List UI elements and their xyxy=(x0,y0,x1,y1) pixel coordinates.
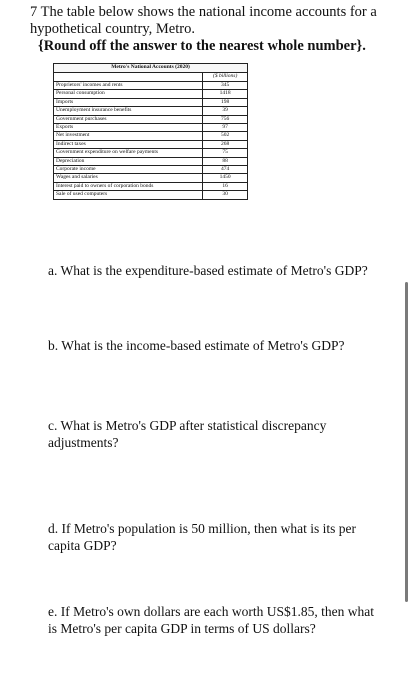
row-label: Indirect taxes xyxy=(54,140,203,148)
unit-header: ($ billions) xyxy=(203,73,248,82)
row-label: Interest paid to owners of corporation bonds xyxy=(54,182,203,190)
row-label: Exports xyxy=(54,124,203,132)
problem-intro xyxy=(30,4,400,55)
row-value: 75 xyxy=(203,149,248,157)
row-label: Imports xyxy=(54,98,203,106)
row-label: Government purchases xyxy=(54,115,203,123)
question-e: e. If Metro's own dollars are each worth US$1.85, then what is Metro's per capita GDP in terms of US dollars? xyxy=(48,604,374,636)
table-row xyxy=(54,182,248,190)
row-label: Corporate income xyxy=(54,166,203,174)
table-row xyxy=(54,82,248,90)
row-label: Sale of used computers xyxy=(54,191,203,199)
row-value: 1418 xyxy=(203,90,248,98)
row-label: Wages and salaries xyxy=(54,174,203,182)
rounding-note: {Round off the answer to the nearest whole number}. xyxy=(38,38,366,54)
question-a: a. What is the expenditure-based estimate of Metro's GDP? xyxy=(48,263,368,278)
table-row xyxy=(54,98,248,106)
row-value: 30 xyxy=(203,191,248,199)
table-row xyxy=(54,90,248,98)
row-label: Net investment xyxy=(54,132,203,140)
row-label: Depreciation xyxy=(54,157,203,165)
row-label: Personal consumption xyxy=(54,90,203,98)
question-c: c. What is Metro's GDP after statistical discrepancy adjustments? xyxy=(48,418,327,450)
row-value: 345 xyxy=(203,82,248,90)
row-value: 97 xyxy=(203,124,248,132)
table-row xyxy=(54,140,248,148)
table-row xyxy=(54,174,248,182)
row-value: 16 xyxy=(203,182,248,190)
table-row xyxy=(54,115,248,123)
table-caption: Metro's National Accounts (2020) xyxy=(54,64,248,73)
table-row xyxy=(54,157,248,165)
table-row xyxy=(54,124,248,132)
row-value: 502 xyxy=(203,132,248,140)
row-value: 474 xyxy=(203,166,248,174)
table-row xyxy=(54,166,248,174)
row-value: 198 xyxy=(203,98,248,106)
question-d: d. If Metro's population is 50 million, then what is its per capita GDP? xyxy=(48,521,357,553)
table-row xyxy=(54,149,248,157)
row-label: Government expenditure on welfare payments xyxy=(54,149,203,157)
scrollbar[interactable] xyxy=(405,282,408,602)
row-value: 756 xyxy=(203,115,248,123)
problem-statement: 7 The table below shows the national income accounts for a hypothetical country, Metro. xyxy=(30,4,377,37)
table-body xyxy=(54,82,248,200)
table-row xyxy=(54,191,248,199)
table-row xyxy=(54,107,248,115)
row-label: Unemployment insurance benefits xyxy=(54,107,203,115)
question-b: b. What is the income-based estimate of Metro's GDP? xyxy=(48,338,345,353)
row-value: 88 xyxy=(203,157,248,165)
row-value: 1450 xyxy=(203,174,248,182)
row-value: 268 xyxy=(203,140,248,148)
label-column-header xyxy=(54,73,203,82)
row-label: Proprietors' incomes and rents xyxy=(54,82,203,90)
national-accounts-table xyxy=(53,63,248,200)
row-value: 39 xyxy=(203,107,248,115)
table-row xyxy=(54,132,248,140)
